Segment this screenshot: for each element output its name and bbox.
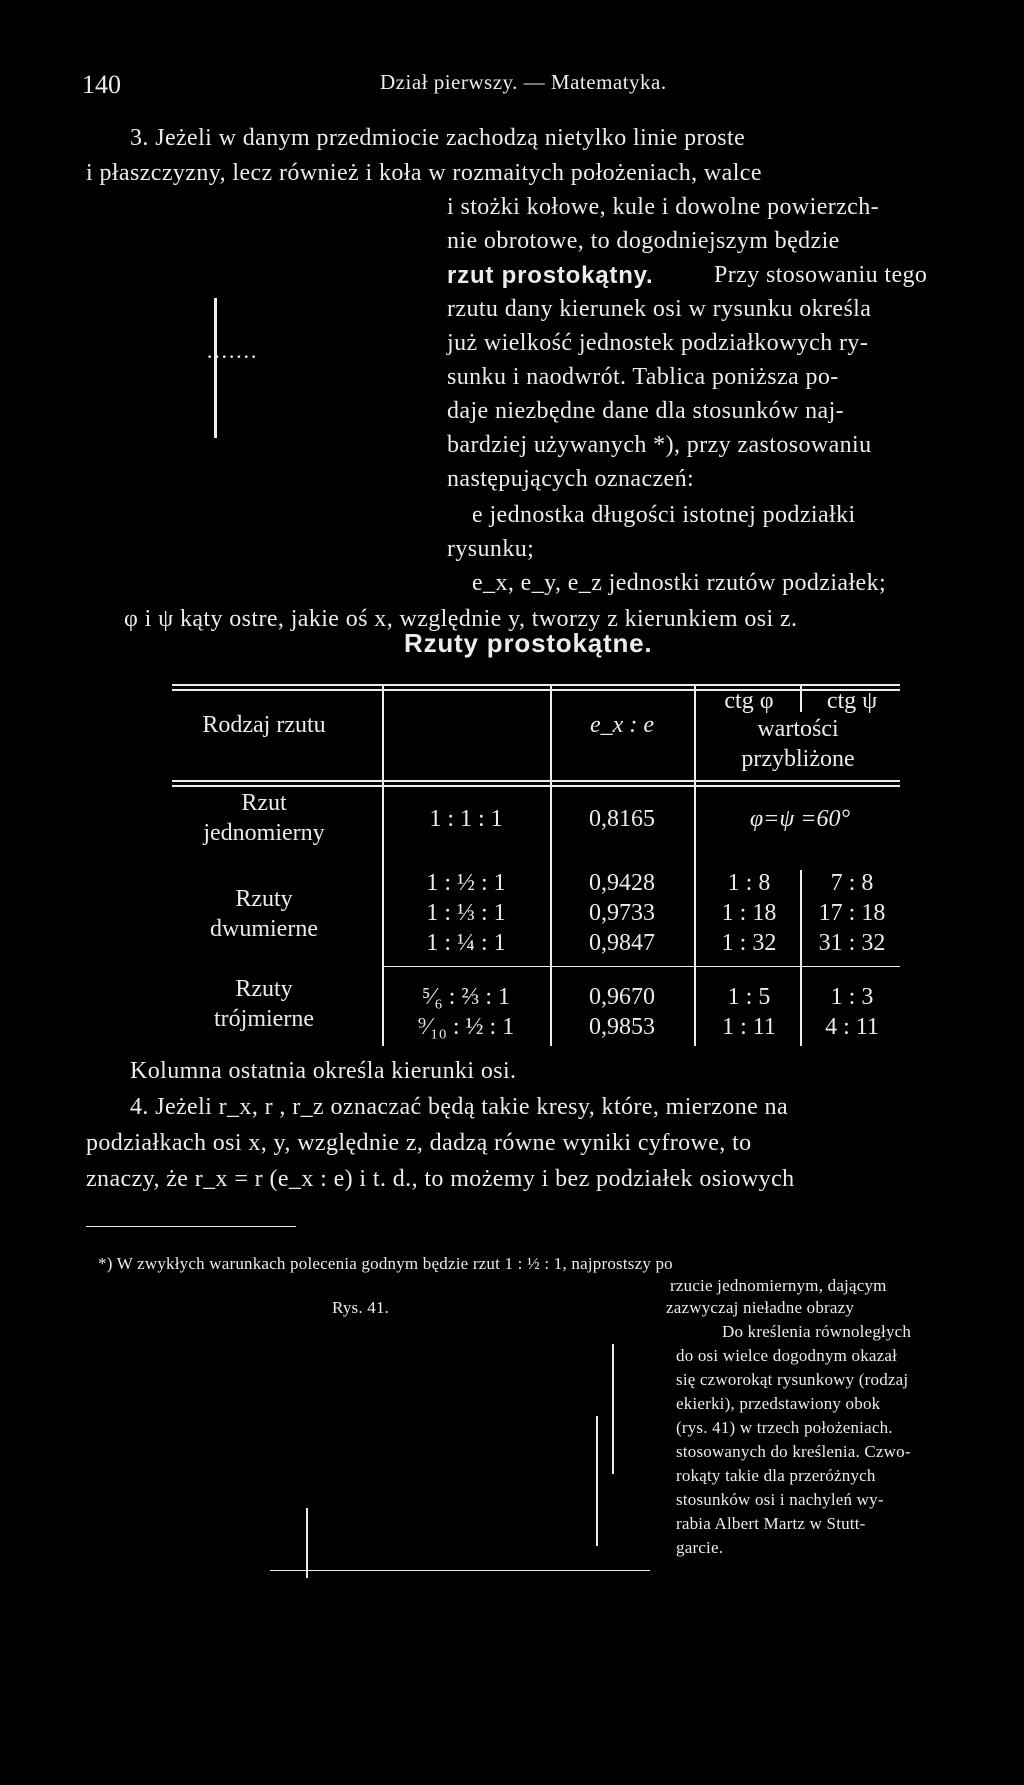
header-rodzaj-rzutu: Rodzaj rzutu (202, 712, 326, 738)
footnote-line: stosunków osi i nachyleń wy- (676, 1490, 884, 1509)
footnote-line: do osi wielce dogodnym okazał (676, 1346, 898, 1365)
paragraph-line: φ i ψ kąty ostre, jakie oś x, względnie y, tworzy z kierunkiem osi z. (124, 606, 798, 632)
table-note: Kolumna ostatnia określa kierunki osi. (130, 1058, 517, 1084)
ratio-cell: 1 : ½ : 1 (426, 870, 506, 896)
paragraph-line: e jednostka długości istotnej podziałki (472, 502, 856, 528)
ctg-phi-cell: 1 : 5 (727, 984, 771, 1010)
figure-41-line (596, 1416, 598, 1546)
footnote-line: ekierki), przedstawiony obok (676, 1394, 881, 1413)
table-col-rule (800, 686, 802, 712)
header-ctg-psi: ctg ψ (826, 688, 878, 714)
ex-cell: 0,9733 (589, 900, 655, 926)
footnote-line: rzucie jednomiernym, dającym (670, 1276, 887, 1295)
ex-cell: 0,9670 (589, 984, 655, 1010)
ctg-psi-cell: 4 : 11 (825, 1014, 879, 1040)
table-header-rule-2 (172, 785, 900, 787)
paragraph-line: już wielkość jednostek podziałkowych ry- (447, 330, 869, 356)
ctg-phi-cell: 1 : 18 (721, 900, 777, 926)
ctg-psi-cell: 31 : 32 (818, 930, 886, 956)
ctg-psi-cell: 17 : 18 (818, 900, 886, 926)
paragraph-line: rzutu dany kierunek osi w rysunku określa (447, 296, 872, 322)
paragraph-line: 3. Jeżeli w danym przedmiocie zachodzą nietylko linie proste (130, 125, 746, 151)
figure-41-line (612, 1344, 614, 1474)
ratio-cell: 1 : ⅓ : 1 (426, 900, 506, 926)
table-title: Rzuty prostokątne. (404, 628, 653, 658)
row-group-label: jednomierny (203, 820, 325, 846)
ratio-cell: 1 : 1 : 1 (429, 806, 503, 832)
angle-cell: φ=ψ =60° (749, 806, 851, 832)
footnote-line: się czworokąt rysunkowy (rodzaj (676, 1370, 909, 1389)
ctg-phi-cell: 1 : 8 (727, 870, 771, 896)
header-przyblizone: przybliżone (741, 746, 855, 772)
ex-cell: 0,9853 (589, 1014, 655, 1040)
footnote-line: (rys. 41) w trzech położeniach. (676, 1418, 893, 1437)
row-group-label: Rzut (241, 790, 287, 816)
header-ctg-phi: ctg φ (724, 688, 774, 714)
footnote-line: zazwyczaj nieładne obrazy (666, 1298, 855, 1317)
paragraph-line: nie obrotowe, to dogodniejszym będzie (447, 228, 840, 254)
ex-cell: 0,9847 (589, 930, 655, 956)
figure-41-line (306, 1508, 308, 1578)
footnote-line: garcie. (676, 1538, 724, 1557)
paragraph-line: sunku i naodwrót. Tablica poniższa po- (447, 364, 839, 390)
table-col-rule (800, 870, 802, 1046)
header-wartosci: wartości (757, 716, 839, 742)
footnote-line: stosowanych do kreślenia. Czwo- (676, 1442, 911, 1461)
paragraph-line: Przy stosowaniu tego (714, 262, 928, 288)
paragraph-line: i płaszczyzny, lecz również i koła w rozmaitych położeniach, walce (86, 160, 762, 186)
figure-label: Rys. 41. (332, 1298, 390, 1317)
figure-dotted-line: ······· (206, 344, 258, 369)
paragraph-line: następujących oznaczeń: (447, 466, 695, 492)
paragraph-line: e_x, e_y, e_z jednostki rzutów podziałek; (472, 570, 887, 596)
paragraph-line: daje niezbędne dane dla stosunków naj- (447, 398, 845, 424)
table-top-rule (172, 684, 900, 686)
ex-cell: 0,8165 (589, 806, 655, 832)
header-ex-ratio: e_x : e (590, 712, 654, 738)
table-row-rule (384, 966, 900, 967)
ctg-phi-cell: 1 : 32 (721, 930, 777, 956)
paragraph-line: rysunku; (447, 536, 535, 562)
footnote-line: rokąty takie dla przeróżnych (676, 1466, 876, 1485)
paragraph-line: i stożki kołowe, kule i dowolne powierzch- (447, 194, 880, 220)
row-group-label: dwumierne (210, 916, 318, 942)
page-number: 140 (82, 70, 121, 99)
footnote-rule (86, 1226, 296, 1227)
ex-cell: 0,9428 (589, 870, 655, 896)
figure-41-line (270, 1570, 650, 1571)
row-group-label: trójmierne (214, 1006, 314, 1032)
row-group-label: Rzuty (235, 886, 293, 912)
footnote-line: *) W zwykłych warunkach polecenia godnym będzie rzut 1 : ½ : 1, najprostszy po (98, 1254, 673, 1273)
footnote-line: Do kreślenia równoległych (722, 1322, 912, 1341)
table-header-rule (172, 780, 900, 782)
ratio-cell: 1 : ¼ : 1 (426, 930, 506, 956)
ratio-cell: ⁵⁄₆ : ⅔ : 1 (421, 984, 511, 1010)
ctg-phi-cell: 1 : 11 (722, 1014, 776, 1040)
running-head: Dział pierwszy. — Matematyka. (380, 70, 667, 94)
paragraph-line: podziałkach osi x, y, względnie z, dadzą równe wyniki cyfrowe, to (86, 1130, 752, 1156)
paragraph-line: bardziej używanych *), przy zastosowaniu (447, 432, 872, 458)
row-group-label: Rzuty (235, 976, 293, 1002)
footnote-line: rabia Albert Martz w Stutt- (676, 1514, 866, 1533)
bold-term: rzut prostokątny. (447, 262, 654, 289)
ratio-cell: ⁹⁄₁₀ : ½ : 1 (417, 1014, 515, 1040)
paragraph-line: znaczy, że r_x = r (e_x : e) i t. d., to możemy i bez podziałek osiowych (86, 1166, 795, 1192)
ctg-psi-cell: 7 : 8 (830, 870, 874, 896)
paragraph-line: 4. Jeżeli r_x, r , r_z oznaczać będą takie kresy, które, mierzone na (130, 1094, 788, 1120)
ctg-psi-cell: 1 : 3 (830, 984, 874, 1010)
